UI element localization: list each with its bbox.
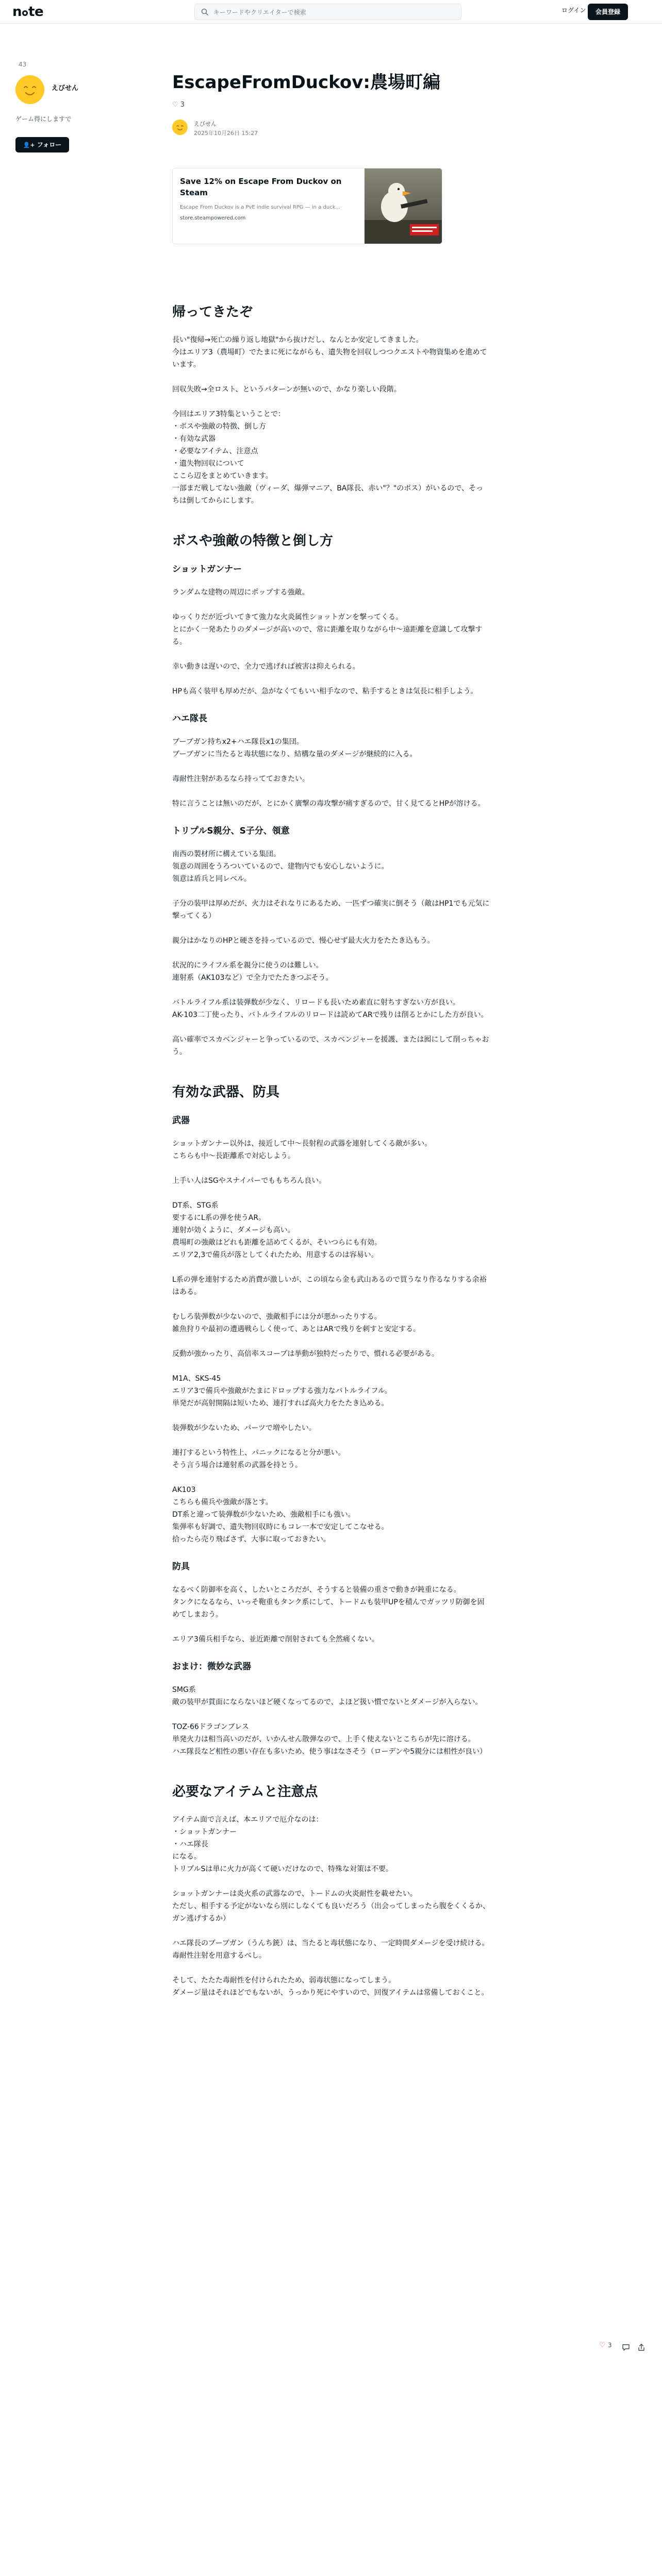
- section-heading: 有効な武器、防具: [172, 1084, 280, 1100]
- like-action-count: 3: [608, 2342, 612, 2349]
- body-paragraph: M1A、SKS-45 エリア3で備兵や強敵がたまにドロップする強力なバトルライフル。 単発だが高射開隔は短いため、連打すれば高火力をたたき込める。: [172, 1375, 392, 1408]
- creator-name[interactable]: えびせん: [52, 84, 79, 92]
- steam-embed-card[interactable]: [172, 168, 442, 244]
- body-paragraph: ショットガンナーは炎火系の武器なので、トードムの火炎耐性を載せたい。 ただし、相手する予定がないなら別にしなくても良いだろう（出会ってしまったら腹をくくるか、ガン逃げするか）: [172, 1890, 490, 1923]
- body-paragraph: そして、たたた毒耐性を付けられたため、弱毒状態になってしまう。 ダメージ量はそれほどでもないが、うっかり死にやすいので、回復アイテムは常備しておくこと。: [172, 1976, 489, 1997]
- logo-ring: [22, 10, 28, 16]
- creator-small-label: 43: [19, 61, 27, 68]
- body-paragraph: 連打するという特性上、パニックになると分が悪い。 そう言う場合は連射系の武器を持とう。: [172, 1449, 345, 1469]
- body-paragraph: ゆっくりだが近づいてきて強力な火炎属性ショットガンを撃ってくる。 とにかく一発あたりのダメージが高いので、常に距離を取りながら中～遠距離を意識して攻撃する。: [172, 613, 483, 646]
- login-link[interactable]: ログイン: [561, 7, 586, 14]
- like-summary[interactable]: [172, 101, 185, 109]
- body-paragraph: 状況的にライフル系を親分に使うのは難しい。 連射系（AK103など）で全力でたたきつぶそう。: [172, 961, 333, 982]
- smiley-icon: [172, 120, 188, 135]
- comment-action[interactable]: [622, 2341, 630, 2354]
- body-paragraph: ショットガンナー以外は、接近して中～長射程の武器を連射してくる敵が多い。 こちらも中～長距離系で対応しよう。: [172, 1140, 432, 1160]
- body-paragraph: アイテム面で言えば、本エリアで厄介なのは： ・ショットガンナー ・ハエ隊長 になる。 トリプルSは単に火力が高くて硬いだけなので、特殊な対策は不要。: [172, 1816, 393, 1873]
- body-paragraph: DT系、STG系 要するにL系の弾を使うAR。 連射が効くように、ダメージも高い。 農場町の強敵はどれも距離を詰めてくるが、そいつらにも有効。 エリア2,3で備兵が落としてくれたため、用意するのは容易い。: [172, 1201, 382, 1259]
- body-paragraph: ハエ隊長のブーブガン（うんち銃）は、当たると毒状態になり、一定時間ダメージを受け続ける。 毒耐性注射を用意するべし。: [172, 1939, 489, 1960]
- section-heading: 必要なアイテムと注意点: [172, 1784, 318, 1800]
- section-heading: 帰ってきたぞ: [172, 304, 253, 320]
- creator-bio: ゲーム得にしますで: [15, 115, 72, 123]
- search-box[interactable]: [194, 4, 461, 20]
- comment-icon: [622, 2343, 630, 2351]
- subsection-heading: 防具: [172, 1562, 190, 1572]
- creator-avatar[interactable]: [15, 75, 44, 104]
- body-paragraph: 子分の装甲は厚めだが、火力はそれなりにあるため、一匹ずつ確実に倒そう（敵はHP1でも元気に撃ってくる）: [172, 900, 490, 920]
- body-paragraph: 回収失敗→全ロスト、というパターンが無いので、かなり楽しい段階。: [172, 385, 401, 394]
- embed-description: Escape From Duckov is a PvE indie survival RPG — in a duck...: [180, 205, 341, 210]
- signup-button[interactable]: 会員登録: [588, 4, 628, 20]
- note-logo[interactable]: n te: [12, 4, 44, 20]
- body-paragraph: 上手い人はSGやスナイパーでももちろん良い。: [172, 1177, 326, 1185]
- search-input[interactable]: [212, 6, 452, 19]
- body-paragraph: 幸い動きは遅いので、全力で逃げれば被害は抑えられる。: [172, 663, 360, 671]
- subsection-heading: 武器: [172, 1115, 190, 1126]
- body-paragraph: バトルライフル系は装弾数が少なく、リロードも長いため素直に射ちすぎない方が良い。 AK-103二丁使ったり、バトルライフルのリロードは読めてARで残りは削るとかにした方が良い。: [172, 998, 488, 1019]
- top-header: [0, 0, 662, 24]
- like-action[interactable]: [599, 2341, 612, 2354]
- subsection-heading: トリプルS親分、S子分、領意: [172, 826, 290, 836]
- body-paragraph: HPも高く装甲も厚めだが、急がなくてもいい相手なので、粘手するときは気長に相手しよう。: [172, 687, 478, 696]
- body-paragraph: むしろ装弾数が少ないので、強敵相手には分が悪かったりする。 雑魚狩りや最初の遭遇戦らしく使って、あとはARで残りを刺すと安定する。: [172, 1313, 421, 1333]
- heart-icon: ♡: [599, 2341, 606, 2349]
- publish-date: 2025年10月26日 15:27: [194, 130, 258, 137]
- person-add-icon: 👤+: [23, 142, 35, 148]
- body-paragraph: 親分はかなりのHPと硬さを持っているので、慢心せず最大火力をたたき込もう。: [172, 937, 435, 945]
- body-paragraph: 特に言うことは無いのだが、とにかく廣撃の毒攻撃が痛すぎるので、甘く見てるとHPが溶ける。: [172, 800, 485, 808]
- author-avatar[interactable]: [172, 120, 188, 135]
- article-body: [172, 303, 490, 2011]
- body-paragraph: TOZ-66ドラゴンブレス 単発火力は相当高いのだが、いかんせん散弾なので、上手く使えないとこちらが先に溶ける。 ハエ隊長など相性の悪い存在も多いため、使う事はなさそう（ローデンや5親分には相性が良い）: [172, 1723, 487, 1756]
- body-paragraph: ランダムな建物の周辺にポップする強敵。: [172, 588, 309, 597]
- follow-button[interactable]: [15, 137, 69, 152]
- body-paragraph: なるべく防御率を高く、したいところだが、そうすると装備の重さで動きが鈍重になる。 タンクになるなら、いっそ鞄重もタンク系にして、トードムも装甲UPを積んでガッツリ防御を固めてしまおう。: [172, 1586, 485, 1619]
- body-paragraph: 今回はエリア3特集ということで： ・ボスや強敵の特徴、倒し方 ・有効な武器 ・必要なアイテム、注意点 ・遺失物回収について ここら辺をまとめていきます。 一部まだ戦してない強敵（ヴィーダ、爆弾マニア、BA隊長、赤い"？"のボス）がいるので、そっちは倒してからにします。: [172, 410, 483, 505]
- embed-title: Save 12% on Escape From Duckov on Steam: [180, 177, 342, 197]
- article-title: EscapeFromDuckov:農場町編: [172, 72, 440, 93]
- search-icon: [201, 8, 208, 15]
- subsection-heading: おまけ：微妙な武器: [172, 1662, 251, 1672]
- embed-domain: store.steampowered.com: [180, 215, 246, 221]
- body-paragraph: 反動が強かったり、高倍率スコープは挙動が独特だったりで、慣れる必要がある。: [172, 1350, 439, 1358]
- body-paragraph: 高い確率でスカベンジャーと争っているので、スカベンジャーを援護、または囮にして削っちゃおう。: [172, 1036, 489, 1056]
- heart-icon: ♡: [172, 101, 178, 109]
- body-paragraph: ブーブガン持ちx2+ハエ隊長x1の集団。 ブーブガンに当たると毒状態になり、結構な量のダメージが継続的に入る。: [172, 738, 417, 758]
- body-paragraph: 装弾数が少ないため、パーツで増やしたい。: [172, 1424, 316, 1432]
- subsection-heading: ハエ隊長: [172, 714, 207, 724]
- body-paragraph: エリア3備兵相手なら、並近距離で削射されても全然痛くない。: [172, 1635, 379, 1643]
- section-heading: ボスや強敵の特徴と倒し方: [172, 533, 334, 549]
- body-paragraph: AK103 こちらも備兵や強敵が落とす。 DT系と違って装弾数が少ないため、強敵相手にも強い。 集弾率も好調で、遺失物回収時にもコレ一本で安定してこなせる。 拾ったら売り飛ばさず、大事に取っておきたい。: [172, 1486, 389, 1544]
- author-name[interactable]: えびせん: [194, 121, 217, 127]
- body-paragraph: 南西の製材所に構えている集団。 領意の周囲をうろついているので、建物内でも安心しないように。 領意は盾兵と同レベル。: [172, 850, 389, 883]
- body-paragraph: 長い"復帰→死亡の繰り返し地獄"から抜けだし、なんとか安定してきました。 今はエリア3（農場町）でたまに死にながらも、遺失物を回収しつつクエストや物資集めを進めています。: [172, 336, 487, 369]
- subsection-heading: ショットガンナー: [172, 564, 242, 574]
- game-thumbnail: [365, 168, 442, 244]
- share-action[interactable]: [637, 2341, 646, 2354]
- body-paragraph: SMG系 敵の装甲が貫面にならないほど硬くなってるので、よほど扱い慣でないとダメージが入らない。: [172, 1686, 483, 1706]
- share-icon: [637, 2343, 646, 2351]
- body-paragraph: L系の弾を連射するため消費が激しいが、この頃なら金も武山あるので買うなり作るなりする余裕はある。: [172, 1276, 487, 1296]
- game-art-icon: [365, 168, 442, 244]
- smiley-icon: [15, 75, 44, 104]
- follow-label: フォロー: [37, 141, 62, 148]
- like-count: 3: [180, 101, 185, 109]
- body-paragraph: 毒耐性注射があるなら持ってておきたい。: [172, 775, 309, 783]
